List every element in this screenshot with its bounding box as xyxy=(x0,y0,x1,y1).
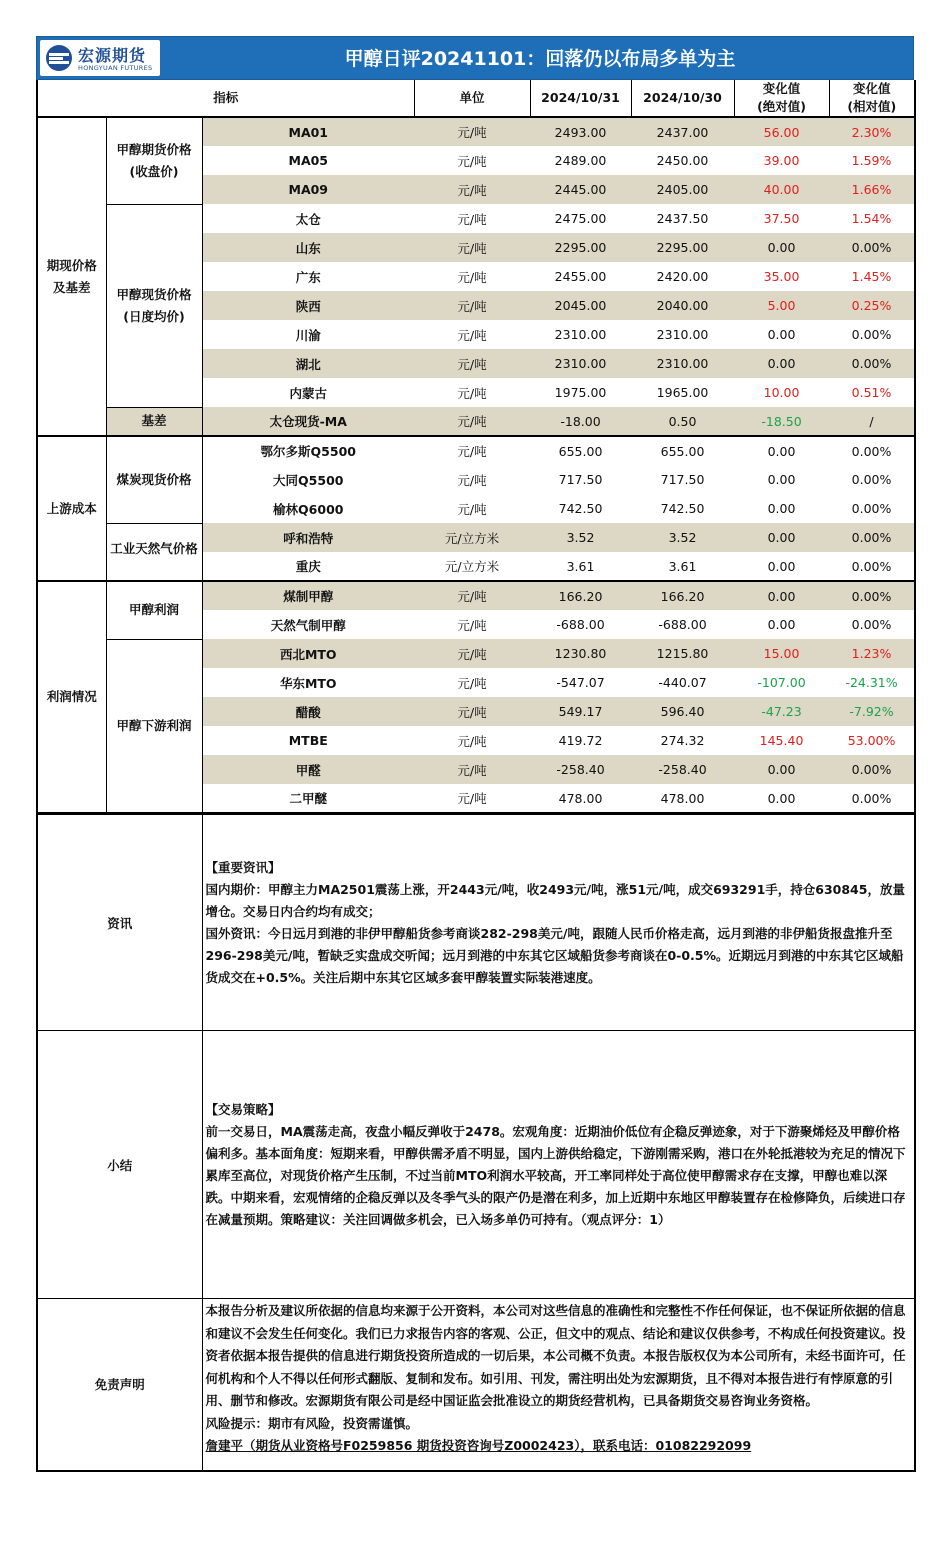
unit-cell: 元/吨 xyxy=(457,444,487,459)
change-rel-value: 0.00% xyxy=(829,755,915,784)
news-body xyxy=(202,815,915,1031)
value-date-2: -440.07 xyxy=(658,675,707,690)
change-abs-value: 40.00 xyxy=(734,175,829,204)
header-change-abs: 变化值 (绝对值) xyxy=(734,80,829,117)
indicator-name: MA05 xyxy=(288,153,329,168)
commentary-table xyxy=(36,814,916,1472)
indicator-name: 华东MTO xyxy=(279,675,337,691)
change-abs-value: 0.00 xyxy=(734,755,829,784)
change-abs-value: 0.00 xyxy=(734,349,829,378)
change-abs-value: 10.00 xyxy=(763,385,800,400)
unit-cell: 元/吨 xyxy=(457,501,487,517)
unit-cell: 元/吨 xyxy=(414,581,530,610)
value-date-1: 2310.00 xyxy=(554,327,607,342)
header-date-1: 2024/10/31 xyxy=(530,80,631,117)
value-date-2: 1215.80 xyxy=(631,639,734,668)
change-rel-value: 0.00% xyxy=(829,784,915,813)
change-abs-value: 35.00 xyxy=(763,269,800,284)
indicator-name: MA01 xyxy=(202,117,414,146)
disclaimer-row xyxy=(37,1299,915,1471)
value-date-2: 2437.00 xyxy=(631,117,734,146)
value-date-1: 742.50 xyxy=(558,501,603,516)
value-date-2: 2310.00 xyxy=(656,327,709,342)
change-rel-value: -7.92% xyxy=(829,697,915,726)
value-date-2: 742.50 xyxy=(660,501,705,516)
change-rel-value: 0.00% xyxy=(829,523,915,552)
summary-label: 小结 xyxy=(37,1031,202,1299)
change-rel-value: 0.00% xyxy=(829,465,915,494)
value-date-2: 2295.00 xyxy=(631,233,734,262)
table-row xyxy=(37,581,915,610)
value-date-1: 2295.00 xyxy=(530,233,631,262)
change-rel-value: 0.00% xyxy=(829,349,915,378)
table-row xyxy=(37,523,915,552)
value-date-2: 166.20 xyxy=(631,581,734,610)
value-date-2: 2450.00 xyxy=(656,153,709,168)
unit-cell: 元/吨 xyxy=(414,755,530,784)
unit-cell: 元/吨 xyxy=(457,733,487,749)
value-date-2: 3.61 xyxy=(631,552,734,581)
unit-cell: 元/吨 xyxy=(414,233,530,262)
value-date-2: -688.00 xyxy=(658,617,707,632)
value-date-1: -258.40 xyxy=(530,755,631,784)
value-date-2: 478.00 xyxy=(631,784,734,813)
logo-mark-icon xyxy=(45,44,73,72)
news-heading: 【重要资讯】 xyxy=(205,859,281,875)
summary-body xyxy=(202,1031,915,1299)
unit-cell: 元/吨 xyxy=(414,639,530,668)
indicator-name: 呼和浩特 xyxy=(202,523,414,552)
indicator-name: 大同Q5500 xyxy=(273,472,344,488)
category-price-basis: 期现价格 及基差 xyxy=(37,117,106,436)
indicator-name: 太仓现货-MA xyxy=(202,407,414,436)
header-indicator: 指标 xyxy=(37,80,414,117)
value-date-1: 1975.00 xyxy=(554,385,607,400)
logo-name: 宏源期货 xyxy=(78,46,147,65)
change-rel-value: 1.66% xyxy=(829,175,915,204)
unit-cell: 元/吨 xyxy=(457,269,487,285)
header-change-rel: 变化值 (相对值) xyxy=(829,80,915,117)
unit-cell: 元/吨 xyxy=(457,472,487,488)
indicator-name: 甲醛 xyxy=(202,755,414,784)
value-date-1: 1230.80 xyxy=(530,639,631,668)
indicator-name: 川渝 xyxy=(295,327,321,343)
value-date-1: 419.72 xyxy=(558,733,603,748)
indicator-name: 太仓 xyxy=(295,211,321,227)
summary-text: 前一交易日，MA震荡走高，夜盘小幅反弹收于2478。宏观角度：近期油价低位有企稳反弹迹象，对于下游聚烯烃及甲醇价格偏利多。基本面角度：短期来看，甲醇供需矛盾不明显，国内上游供给稳定，下游刚需采购，港口在外轮抵港较为充足的情况下累库至高位，对现货价格产生压制，不过当前MTO利润水平较高，开工率同样处于高位使甲醇需求存在支撑，甲醇也难以深跌。中期来看，宏观情绪的企稳反弹以及冬季气头的限产仍是潜在利多，加上近期中东地区甲醇装置存在检修降负，后续进口存在减量预期。策略建议：关注回调做多机会，已入场多单仍可持有。（观点评分：1） xyxy=(205,1123,906,1227)
indicator-name: 广东 xyxy=(295,269,321,285)
indicator-name: MA09 xyxy=(202,175,414,204)
unit-cell: 元/吨 xyxy=(457,675,487,691)
sub-downstream-profit: 甲醇下游利润 xyxy=(106,639,202,813)
value-date-1: 2310.00 xyxy=(530,349,631,378)
value-date-1: 166.20 xyxy=(530,581,631,610)
value-date-2: 2405.00 xyxy=(631,175,734,204)
unit-cell: 元/吨 xyxy=(457,385,487,401)
change-abs-value: -18.50 xyxy=(734,407,829,436)
table-row xyxy=(37,436,915,465)
disclaimer-body xyxy=(202,1299,915,1471)
report-title: 甲醇日评20241101：回落仍以布局多单为主 xyxy=(344,48,736,70)
value-date-1: 3.61 xyxy=(530,552,631,581)
value-date-1: 655.00 xyxy=(558,443,603,459)
sub-spot-price: 甲醇现货价格 (日度均价) xyxy=(106,204,202,407)
indicator-table xyxy=(36,80,916,814)
table-row xyxy=(37,117,915,146)
change-abs-value: 0.00 xyxy=(767,327,796,342)
header-unit: 单位 xyxy=(414,80,530,117)
indicator-name: 二甲醚 xyxy=(202,784,414,813)
change-abs-value: 0.00 xyxy=(734,552,829,581)
change-rel-value: 0.25% xyxy=(829,291,915,320)
change-rel-value: / xyxy=(829,407,915,436)
change-rel-value: 0.00% xyxy=(829,233,915,262)
value-date-2: 2420.00 xyxy=(656,269,709,284)
report-sheet xyxy=(36,36,914,1472)
table-row xyxy=(37,204,915,233)
change-rel-value: 0.00% xyxy=(829,320,915,349)
sub-methanol-profit: 甲醇利润 xyxy=(106,581,202,639)
indicator-name: MTBE xyxy=(288,733,328,748)
news-label: 资讯 xyxy=(37,815,202,1031)
unit-cell: 元/吨 xyxy=(457,327,487,343)
table-row xyxy=(37,639,915,668)
news-row xyxy=(37,815,915,1031)
analyst-contact: 詹建平（期货从业资格号F0259856 期货投资咨询号Z0002423），联系电话：01082292099 xyxy=(205,1438,752,1453)
value-date-1: 2455.00 xyxy=(554,269,607,284)
unit-cell: 元/吨 xyxy=(457,617,487,633)
indicator-name: 湖北 xyxy=(202,349,414,378)
change-rel-value: 0.51% xyxy=(829,378,915,407)
change-abs-value: -47.23 xyxy=(734,697,829,726)
change-rel-value: 53.00% xyxy=(829,726,915,755)
sub-gas-price: 工业天然气价格 xyxy=(106,523,202,581)
indicator-name: 重庆 xyxy=(202,552,414,581)
header-date-2: 2024/10/30 xyxy=(631,80,734,117)
change-rel-value: -24.31% xyxy=(829,668,915,697)
change-abs-value: 5.00 xyxy=(734,291,829,320)
value-date-2: 3.52 xyxy=(631,523,734,552)
change-abs-value: 0.00 xyxy=(734,581,829,610)
unit-cell: 元/吨 xyxy=(414,407,530,436)
value-date-2: 2437.50 xyxy=(656,211,709,226)
news-domestic: 国内期价：甲醇主力MA2501震荡上涨，开2443元/吨，收2493元/吨，涨51元/吨，成交693291手，持仓630845，放量增仓。交易日内合约均有成交； xyxy=(205,881,905,919)
change-rel-value: 0.00% xyxy=(829,436,915,465)
change-rel-value: 1.59% xyxy=(829,146,915,175)
sub-coal-price: 煤炭现货价格 xyxy=(106,436,202,523)
value-date-2: 274.32 xyxy=(660,733,705,748)
indicator-name: 陕西 xyxy=(202,291,414,320)
table-row xyxy=(37,407,915,436)
change-rel-value: 0.00% xyxy=(829,552,915,581)
unit-cell: 元/吨 xyxy=(457,153,487,169)
unit-cell: 元/吨 xyxy=(414,349,530,378)
summary-heading: 【交易策略】 xyxy=(205,1101,281,1117)
value-date-2: 596.40 xyxy=(631,697,734,726)
indicator-name: 煤制甲醇 xyxy=(202,581,414,610)
value-date-2: 1965.00 xyxy=(656,385,709,400)
value-date-1: 2445.00 xyxy=(530,175,631,204)
report-banner xyxy=(36,36,914,80)
change-abs-value: 56.00 xyxy=(734,117,829,146)
change-abs-value: 0.00 xyxy=(767,472,796,487)
unit-cell: 元/立方米 xyxy=(414,552,530,581)
sub-basis: 基差 xyxy=(106,407,202,436)
sub-futures-price: 甲醇期货价格 (收盘价) xyxy=(106,117,202,204)
change-rel-value: 2.30% xyxy=(829,117,915,146)
value-date-2: 0.50 xyxy=(631,407,734,436)
value-date-1: -18.00 xyxy=(530,407,631,436)
news-international: 国外资讯：今日远月到港的非伊甲醇船货参考商谈282-298美元/吨，跟随人民币价格走高，远月到港的非伊船货报盘推升至296-298美元/吨，暂缺乏实盘成交听闻；远月到港的中东其它区域船货参考商谈在0-0.5%。近期远月到港的中东其它区域船货成交在+0.5%。关注后期中东其它区域多套甲醇装置实际装港速度。 xyxy=(205,925,904,985)
change-rel-value: 1.23% xyxy=(829,639,915,668)
value-date-2: -258.40 xyxy=(631,755,734,784)
value-date-1: 717.50 xyxy=(558,472,603,487)
change-abs-value: 0.00 xyxy=(734,233,829,262)
company-logo xyxy=(40,40,160,76)
value-date-1: 2045.00 xyxy=(530,291,631,320)
unit-cell: 元/吨 xyxy=(457,211,487,227)
table-header-row xyxy=(37,80,915,117)
disclaimer-label: 免责声明 xyxy=(37,1299,202,1471)
change-abs-value: 0.00 xyxy=(767,617,796,632)
logo-english-name: HONGYUAN FUTURES xyxy=(78,64,153,72)
value-date-2: 717.50 xyxy=(660,472,705,487)
indicator-name: 西北MTO xyxy=(202,639,414,668)
indicator-name: 山东 xyxy=(202,233,414,262)
unit-cell: 元/立方米 xyxy=(414,523,530,552)
value-date-1: 478.00 xyxy=(530,784,631,813)
value-date-1: -688.00 xyxy=(556,617,605,632)
category-profit: 利润情况 xyxy=(37,581,106,813)
value-date-2: 2040.00 xyxy=(631,291,734,320)
value-date-1: 549.17 xyxy=(530,697,631,726)
disclaimer-text: 本报告分析及建议所依据的信息均来源于公开资料，本公司对这些信息的准确性和完整性不作任何保证，也不保证所依据的信息和建议不会发生任何变化。我们已力求报告内容的客观、公正，但文中的观点、结论和建议仅供参考，不构成任何投资建议。投资者依据本报告提供的信息进行期货投资所造成的一切后果，本公司概不负责。本报告版权仅为本公司所有，未经书面许可，任何机构和个人不得以任何形式翻版、复制和发布。如引用、刊发，需注明出处为宏源期货，且不得对本报告进行有悖原意的引用、删节和修改。宏源期货有限公司是经中国证监会批准设立的期货经营机构，已具备期货交易咨询业务资格。 xyxy=(205,1303,906,1408)
change-abs-value: 37.50 xyxy=(763,211,800,226)
value-date-1: 2493.00 xyxy=(530,117,631,146)
value-date-1: 3.52 xyxy=(530,523,631,552)
summary-row xyxy=(37,1031,915,1299)
change-abs-value: 0.00 xyxy=(734,784,829,813)
category-upstream-cost: 上游成本 xyxy=(37,436,106,581)
change-abs-value: 0.00 xyxy=(734,523,829,552)
unit-cell: 元/吨 xyxy=(414,175,530,204)
value-date-1: -547.07 xyxy=(556,675,605,690)
value-date-1: 2489.00 xyxy=(554,153,607,168)
value-date-1: 2475.00 xyxy=(554,211,607,226)
value-date-2: 2310.00 xyxy=(631,349,734,378)
change-abs-value: 15.00 xyxy=(734,639,829,668)
change-abs-value: 0.00 xyxy=(767,501,796,516)
unit-cell: 元/吨 xyxy=(414,784,530,813)
change-abs-value: 39.00 xyxy=(763,153,800,168)
change-rel-value: 0.00% xyxy=(829,494,915,523)
indicator-name: 内蒙古 xyxy=(289,385,328,401)
change-rel-value: 1.54% xyxy=(829,204,915,233)
unit-cell: 元/吨 xyxy=(414,697,530,726)
indicator-name: 榆林Q6000 xyxy=(273,501,344,517)
change-abs-value: 0.00 xyxy=(767,443,796,459)
change-rel-value: 0.00% xyxy=(829,610,915,639)
risk-warning: 风险提示：期市有风险，投资需谨慎。 xyxy=(205,1415,419,1431)
value-date-2: 655.00 xyxy=(660,443,705,459)
change-rel-value: 1.45% xyxy=(829,262,915,291)
change-rel-value: 0.00% xyxy=(829,581,915,610)
change-abs-value: 145.40 xyxy=(759,733,804,748)
unit-cell: 元/吨 xyxy=(414,117,530,146)
indicator-name: 天然气制甲醇 xyxy=(270,617,346,633)
change-abs-value: -107.00 xyxy=(757,675,806,690)
unit-cell: 元/吨 xyxy=(414,291,530,320)
indicator-name: 鄂尔多斯Q5500 xyxy=(260,444,356,459)
indicator-name: 醋酸 xyxy=(202,697,414,726)
